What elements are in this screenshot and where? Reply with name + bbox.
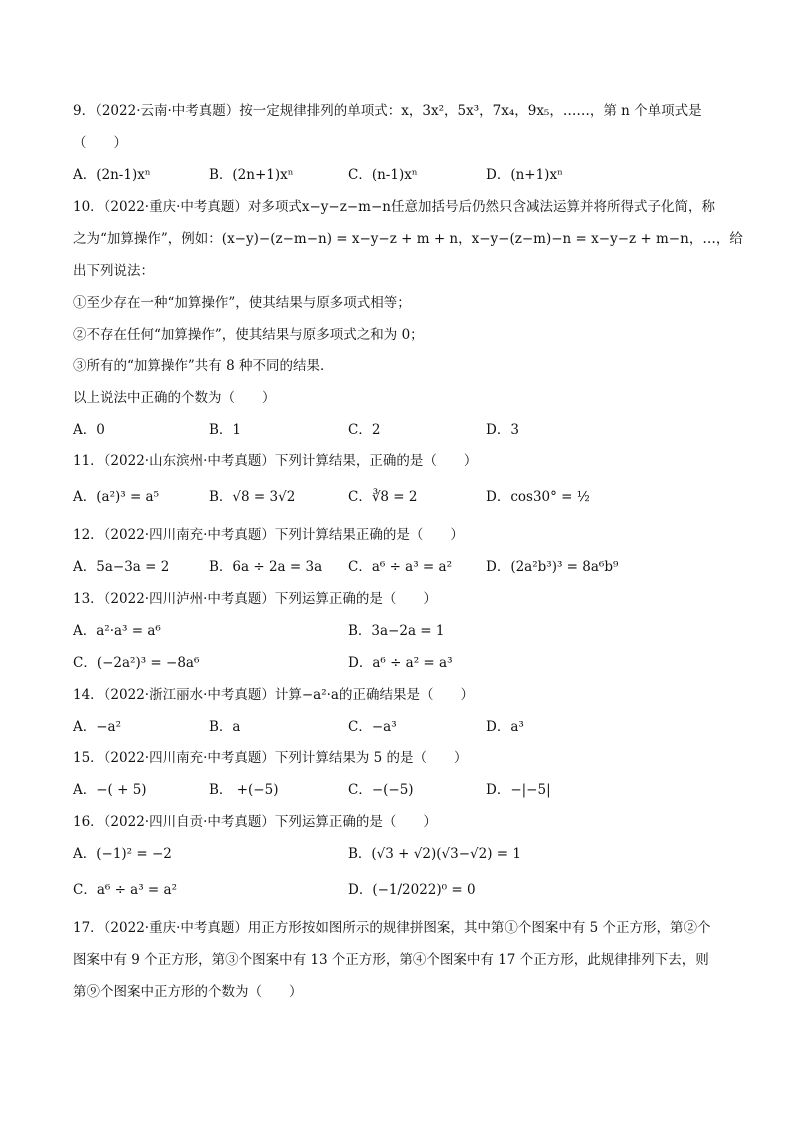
q9-option-d: D．(n+1)xⁿ: [486, 167, 563, 183]
q10-option-d: D．3: [486, 422, 519, 438]
q15-stem: 15．（2022·四川南充·中考真题）下列计算结果为 5 的是（ ）: [73, 750, 468, 766]
q15-option-b: B． +(−5): [209, 782, 279, 798]
q9-option-b: B．(2n+1)xⁿ: [209, 167, 294, 183]
q10-statement-3: ③所有的“加算操作”共有 8 种不同的结果．: [73, 358, 334, 374]
q11-option-d: D．cos30° = ½: [486, 489, 590, 505]
q13-option-d: D．a⁶ ÷ a² = a³: [348, 655, 453, 671]
q9-option-c: C．(n-1)xⁿ: [348, 167, 418, 183]
q16-option-c: C．a⁶ ÷ a³ = a²: [73, 882, 177, 898]
q13-option-c: C．(−2a²)³ = −8a⁶: [73, 655, 200, 671]
q10-option-b: B．1: [209, 422, 242, 438]
q12-option-d: D．(2a²b³)³ = 8a⁶b⁹: [486, 559, 619, 575]
q16-stem: 16．（2022·四川自贡·中考真题）下列运算正确的是（ ）: [73, 814, 437, 830]
q13-option-b: B．3a−2a = 1: [348, 623, 445, 639]
q16-option-b: B．(√3 + √2)(√3−√2) = 1: [348, 846, 521, 862]
q10-stem-line1: 10．（2022·重庆·中考真题）对多项式x−y−z−m−n任意加括号后仍然只含减法运算并将所得式子化简，称: [73, 199, 715, 215]
q10-question: 以上说法中正确的个数为（ ）: [73, 390, 276, 406]
q10-option-c: C．2: [348, 422, 381, 438]
q9-option-a: A．(2n-1)xⁿ: [73, 167, 151, 183]
q9-stem: 9．（2022·云南·中考真题）按一定规律排列的单项式：x，3x²，5x³，7x₄，9x₅，……，第 n 个单项式是: [73, 103, 702, 119]
q9-paren: （ ）: [73, 135, 127, 151]
q14-option-b: B．a: [209, 719, 241, 735]
q14-option-a: A．−a²: [73, 719, 122, 735]
q11-stem: 11．（2022·山东滨州·中考真题）下列计算结果，正确的是（ ）: [73, 453, 478, 469]
q17-stem-line1: 17．（2022·重庆·中考真题）用正方形按如图所示的规律拼图案，其中第①个图案中有 5 个正方形，第②个: [73, 920, 711, 936]
q10-statement-1: ①至少存在一种“加算操作”，使其结果与原多项式相等；: [73, 295, 411, 311]
q11-option-c: C．∛8 = 2: [348, 489, 418, 505]
q13-option-a: A．a²·a³ = a⁶: [73, 623, 161, 639]
q12-option-c: C．a⁶ ÷ a³ = a²: [348, 559, 452, 575]
q12-stem: 12．（2022·四川南充·中考真题）下列计算结果正确的是（ ）: [73, 527, 464, 543]
q17-stem-line3: 第⑨个图案中正方形的个数为（ ）: [73, 984, 303, 1000]
q11-option-b: B．√8 = 3√2: [209, 489, 296, 505]
q16-option-d: D．(−1/2022)⁰ = 0: [348, 882, 476, 898]
q17-stem-line2: 图案中有 9 个正方形，第③个图案中有 13 个正方形，第④个图案中有 17 个正方形，此规律排列下去，则: [73, 952, 709, 968]
q10-stem-line2: 之为“加算操作”，例如：(x−y)−(z−m−n) = x−y−z + m + n，x−y−(z−m)−n = x−y−z + m−n，…，给: [73, 231, 743, 247]
q16-option-a: A．(−1)² = −2: [73, 846, 172, 862]
q15-option-d: D．−|−5|: [486, 782, 551, 798]
q10-statement-2: ②不存在任何“加算操作”，使其结果与原多项式之和为 0；: [73, 327, 424, 343]
q14-stem: 14．（2022·浙江丽水·中考真题）计算−a²·a的正确结果是（ ）: [73, 687, 474, 703]
q13-stem: 13．（2022·四川泸州·中考真题）下列运算正确的是（ ）: [73, 591, 437, 607]
q10-stem-line3: 出下列说法：: [73, 263, 154, 279]
q12-option-a: A．5a−3a = 2: [73, 559, 170, 575]
q11-option-a: A．(a²)³ = a⁵: [73, 489, 160, 505]
q10-option-a: A．0: [73, 422, 105, 438]
q15-option-c: C．−(−5): [348, 782, 414, 798]
q14-option-d: D．a³: [486, 719, 524, 735]
q15-option-a: A．−( + 5): [73, 782, 147, 798]
q12-option-b: B．6a ÷ 2a = 3a: [209, 559, 323, 575]
q14-option-c: C．−a³: [348, 719, 397, 735]
